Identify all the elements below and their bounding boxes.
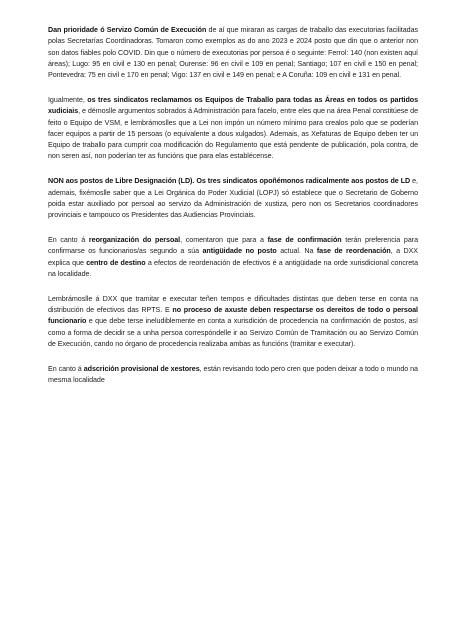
text-regular: Lembrámoslle á DXX que tramitar e executar teñen tempos e dificultades distintas que deben terse en conta na distribución de efectivos das RPTS. E [48,294,418,314]
text-bold: no proceso de axuste deben respectarse os dereitos de todo o persoal funcionario [48,305,418,326]
text-bold: Dan prioridade ó Servizo Común de Execución [48,26,207,34]
text-bold: reorganización do persoal [88,235,181,244]
paragraph-staff-reorganization [48,235,418,280]
text-regular: , están revisando todo pero cren que poden deixar a todo o mundo na mesma localidade [48,364,418,384]
paragraph-work-teams [48,95,418,163]
text-regular: e, ademais, fixémoslle saber que a Lei Orgánica do Poder Xudicial (LOPJ) só establece que o Secretario de Goberno poida estar auxiliado por persoal ao servizo da Administración de xustiza, pero non os Secretarios coordinadores provinciais e tampouco os Presidentes das Audiencias Provinciais. [48,177,418,220]
text-bold: os tres sindicatos reclamamos os Equipos de Traballo para todas as Áreas en todos os partidos xudiciais [48,95,419,116]
paragraph-rpt-distribution [48,294,418,350]
paragraph-provisional-assignment [48,364,418,387]
text-regular: En canto á [48,364,84,373]
text-bold: adscrición provisional de xestores [83,364,200,373]
text-regular: e que debe terse ineludiblemente en conta a xurisdición de procedencia na confirmación de postos, así como a forma de decidir se a unha persoa correspóndelle ir ao Servizo Común de Tramitación ou ao Servizo Común de Execución, cando no órgano de procedencia realizaba ambas as funcións (tramitar e executar). [48,317,418,348]
text-regular: , a DXX explica que [48,247,418,267]
text-regular: En canto á [48,235,89,244]
text-regular: actual. Na [276,247,317,256]
text-regular: de aí que miraran as cargas de traballo das executorias facilitadas polas Secretarías Coordinadoras. Tomaron como exemplos as do ano 2023 e 2024 posto que din que o anterior non son datos fiables polo COVID. Din que o número de executorias por persoa é o seguinte: Ferrol: 140 (non existen aquí áreas); Lugo: 95 en civil e 130 en penal; Ourense: 96 en civil e 109 en penal; Santiago; 107 en civil e 150 en penal; Pontevedra: 75 en civil e 170 en penal; Vigo: 137 en civil e 149 en penal; e A Coruña: 109 en civil e 131 en penal. [48,26,419,80]
text-bold: fase de reordenación [316,247,391,256]
text-regular: , e démoslle argumentos sobrados á Administración para facelo, entre eles que na área Penal constitúese de feito o Equipo de VSM, e lembrámoslles que a Lei non impón un número mínimo para crealos polo que se poderían facer equipos a partir de 15 persoas (o equivalente a dous xulgados). Ademais, as Xefaturas de Equipo deben ter un Equipo de traballo para cumprir coa modificación do Regulamento que está pendente de publicación, pola contra, de non seren así, non poderían ter as funcións que para elas establécense. [48,107,418,161]
paragraph-priority-execution [48,25,418,81]
text-bold: NON aos postos de Libre Designación (LD). Os tres sindicatos opoñémonos radicalmente aos postos de LD [48,177,411,186]
paragraph-free-designation [48,176,418,221]
text-regular: terán preferencia para confirmarse os funcionarios/as segundo a súa [48,235,419,256]
text-bold: centro de destino [86,258,146,267]
text-regular: a efectos de reordenación de efectivos é a antigüidade na orde xurisdicional concreta na localidade. [48,258,419,278]
text-regular: Igualmente, [48,95,88,104]
text-bold: fase de confirmación [267,235,342,244]
text-bold: antigüidade no posto [202,247,277,256]
text-regular: , comentaron que para a [180,235,268,244]
